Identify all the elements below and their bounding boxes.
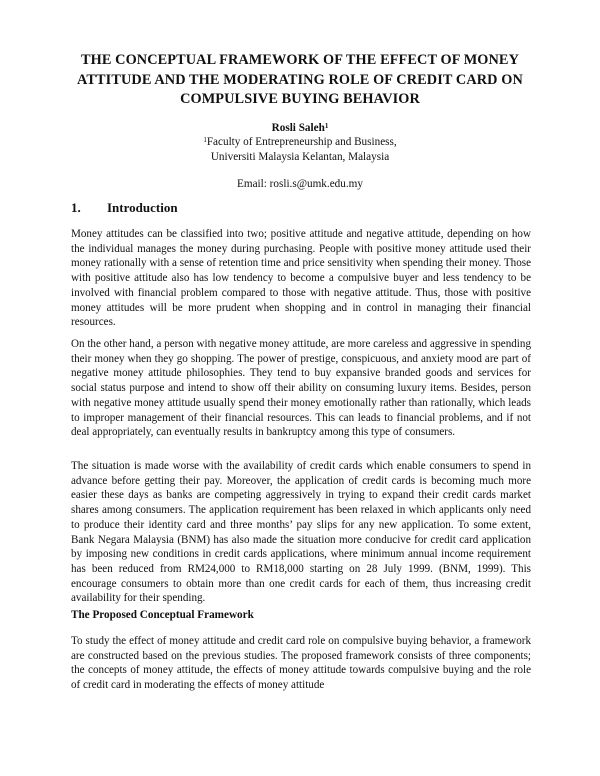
author-superscript: 1 [324,122,329,130]
subsection-heading: The Proposed Conceptual Framework [71,609,254,621]
author-line [0,121,600,135]
author-name: Rosli Saleh [271,122,325,134]
section-title: Introduction [107,200,178,215]
paragraph-3: The situation is made worse with the availability of credit cards which enable consumers to spend in advance before getting their pay. Moreover, the application of credit cards is becoming much more easier these days as banks are competing aggressively in trying to expand their credit cards market shares among consumers. The application requirement has been relaxed in which applicants only need to produce their identity card and three months’ pay slips for any new application. To some extent, Bank Negara Malaysia (BNM) has also made the situation more conducive for credit card application by imposing new conditions in credit cards applications, where minimum annual income requirement has been reduced from RM24,000 to RM18,000 starting on 28 July 1999. (BNM, 1999). This encourage consumers to obtain more than one credit cards for each of them, thus increasing credit availability for their spending. [71,460,531,605]
affiliation-line-2: Universiti Malaysia Kelantan, Malaysia [210,151,390,163]
paragraph-4: To study the effect of money attitude and credit card role on compulsive buying behavior, a framework are constructed based on the previous studies. The proposed framework consists of three components; the concepts of money attitude, the effects of money attitude towards compulsive buying and the role of credit card in moderating the effects of money attitude [71,635,531,692]
paper-title: THE CONCEPTUAL FRAMEWORK OF THE EFFECT OF MONEY ATTITUDE AND THE MODERATING ROLE OF CREDIT CARD ON COMPULSIVE BUYING BEHAVIOR [77,52,523,107]
section-heading [71,200,178,216]
affiliation-line-1 [0,135,600,149]
affiliation-superscript: 1 [203,136,207,144]
author-email: Email: rosli.s@umk.edu.my [237,178,363,190]
section-number: 1. [71,200,81,215]
paragraph-2: On the other hand, a person with negative money attitude, are more careless and aggressive in spending their money when they go shopping. The power of prestige, conspicuous, and anxiety mood are part of negative money attitude philosophies. They tend to buy expansive branded goods and services for social status purpose and intend to show off their ability on consuming luxury items. Besides, person with negative money attitude usually spend their money emotionally rather than rationally, which leads to improper management of their financial resources. This can leads to financial problems, and if not deal appropriately, can eventually results in bankruptcy among this type of consumers. [71,338,531,439]
affiliation-faculty: Faculty of Entrepreneurship and Business, [206,136,397,148]
paragraph-1: Money attitudes can be classified into two; positive attitude and negative attitude, depending on how the individual manages the money during purchasing. People with positive money attitude used their money rationally with a sense of retention time and price sensitivity when spending their money. Those with positive attitude also has low tendency to become a compulsive buyer and less tendency to be involved with financial problem compared to those with negative attitude. Thus, those with positive money attitudes will be more prudent when shopping and in control in managing their financial resources. [71,228,531,329]
